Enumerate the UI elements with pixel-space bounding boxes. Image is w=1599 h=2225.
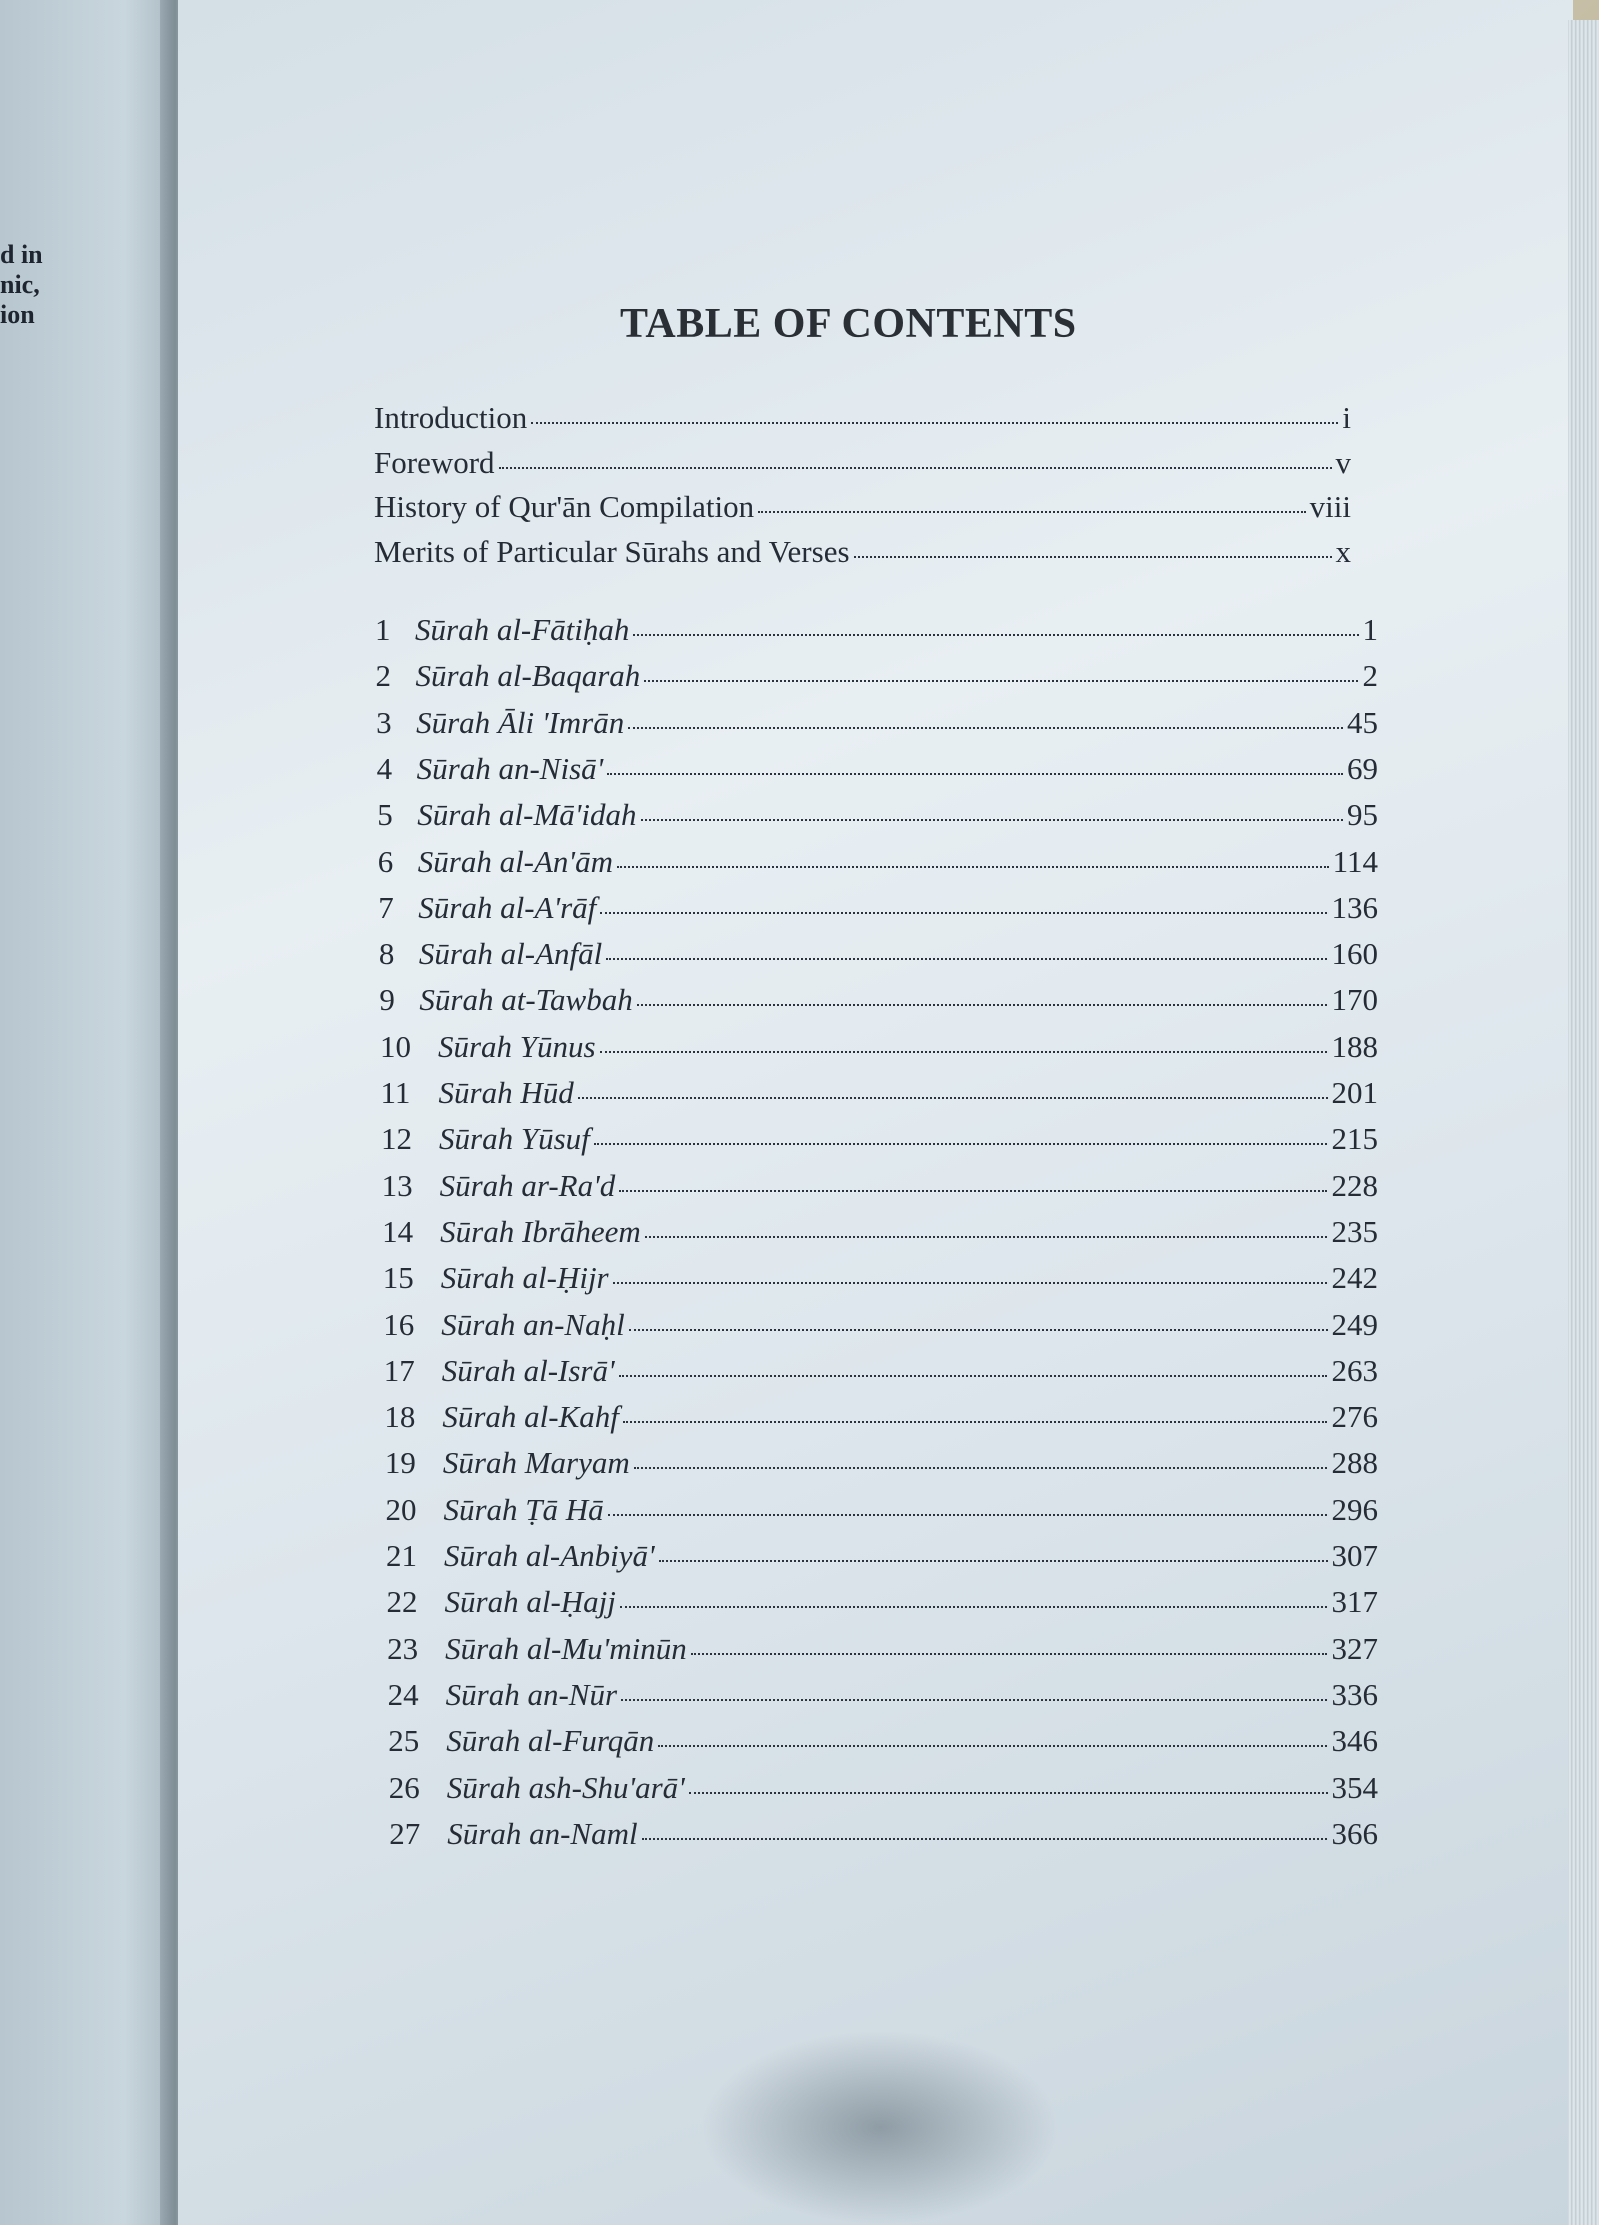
page-number: 249	[1331, 1306, 1378, 1342]
toc-front-entry	[374, 534, 1351, 570]
entry-title: Sūrah at-Tawbah	[419, 982, 633, 1018]
surah-number: 4	[376, 750, 393, 786]
entry-title: Sūrah al-Baqarah	[415, 658, 641, 694]
left-fragment: d in	[0, 240, 43, 269]
page-number: 327	[1331, 1630, 1378, 1666]
dot-leader	[634, 1467, 1328, 1469]
toc-surah-entry	[388, 1677, 1378, 1713]
page-number: 188	[1331, 1028, 1378, 1064]
dot-leader	[642, 1838, 1328, 1840]
toc-surah-entry	[385, 1445, 1378, 1481]
surah-number: 11	[380, 1075, 411, 1110]
entry-title: Sūrah an-Nūr	[445, 1676, 618, 1712]
toc-surah-entry	[377, 797, 1378, 833]
dot-leader	[621, 1699, 1327, 1701]
entry-title: Merits of Particular Sūrahs and Verses	[374, 533, 850, 569]
surah-number: 21	[386, 1538, 417, 1573]
surah-number: 24	[387, 1676, 419, 1712]
dot-leader	[607, 773, 1343, 775]
toc-surah-entry	[379, 936, 1378, 972]
dot-leader	[600, 1051, 1328, 1053]
entry-title: Sūrah an-Naml	[447, 1815, 638, 1851]
entry-title: Sūrah al-Isrā'	[441, 1352, 615, 1388]
dot-leader	[645, 1236, 1328, 1238]
entry-title: Sūrah ar-Ra'd	[439, 1167, 616, 1203]
page-number: 235	[1331, 1213, 1378, 1249]
entry-title: Sūrah Āli 'Imrān	[416, 704, 625, 740]
dot-leader	[531, 422, 1338, 424]
dot-leader	[617, 866, 1329, 868]
dot-leader	[641, 819, 1343, 821]
dot-leader	[613, 1282, 1328, 1284]
toc-surah-entry	[389, 1770, 1378, 1806]
surah-number: 15	[382, 1260, 414, 1296]
surah-number: 18	[384, 1399, 416, 1435]
page-number: 228	[1331, 1167, 1378, 1203]
page-number: 95	[1346, 797, 1378, 833]
entry-title: Sūrah al-Mu'minūn	[445, 1630, 687, 1666]
page-number: 114	[1332, 843, 1378, 879]
surah-number: 7	[378, 889, 394, 925]
toc-surah-entry	[375, 612, 1378, 648]
dot-leader	[578, 1097, 1328, 1099]
surah-number: 2	[375, 658, 392, 694]
left-fragment: nic,	[0, 270, 40, 299]
entry-title: Sūrah al-Ḥijr	[440, 1260, 609, 1296]
page-number: 307	[1331, 1538, 1378, 1573]
dot-leader	[629, 1329, 1328, 1331]
entry-title: Sūrah Ibrāheem	[440, 1213, 641, 1249]
dot-leader	[758, 511, 1306, 513]
entry-title: Sūrah Hūd	[438, 1075, 574, 1110]
dot-leader	[623, 1421, 1328, 1423]
entry-title: Sūrah al-Furqān	[446, 1723, 655, 1759]
entry-title: Sūrah al-Anbiyā'	[444, 1538, 655, 1573]
entry-title: Sūrah al-Anfāl	[418, 936, 603, 972]
entry-title: Sūrah al-Kahf	[442, 1399, 619, 1435]
toc-surah-entry	[380, 1029, 1378, 1065]
dot-leader	[628, 727, 1343, 729]
page-number: i	[1342, 400, 1351, 435]
surah-number: 13	[381, 1167, 413, 1203]
surah-number: 23	[387, 1630, 419, 1666]
dot-leader	[689, 1792, 1328, 1794]
toc-surah-entry	[378, 844, 1378, 880]
surah-number: 8	[378, 936, 395, 972]
page-number: viii	[1309, 489, 1351, 524]
surah-number: 10	[379, 1028, 411, 1064]
dot-leader	[691, 1653, 1328, 1655]
page-number: 201	[1331, 1075, 1378, 1110]
page-title: TABLE OF CONTENTS	[620, 301, 1077, 347]
entry-title: Sūrah Maryam	[442, 1445, 630, 1481]
surah-number: 5	[377, 797, 393, 833]
surah-number: 3	[376, 704, 392, 740]
page-number: 69	[1346, 750, 1378, 786]
dot-leader	[499, 467, 1332, 469]
page-number: 296	[1331, 1491, 1378, 1527]
left-fragment: ion	[0, 300, 35, 329]
surah-number: 9	[379, 982, 395, 1018]
entry-title: Introduction	[374, 400, 528, 435]
dot-leader	[606, 958, 1327, 960]
page-number: 366	[1331, 1815, 1378, 1851]
dot-leader	[854, 556, 1332, 558]
page-number: 1	[1362, 612, 1378, 647]
surah-number: 16	[383, 1306, 415, 1342]
surah-number: 25	[388, 1723, 420, 1759]
toc-surah-entry	[381, 1075, 1379, 1111]
dot-leader	[637, 1004, 1328, 1006]
entry-title: Sūrah an-Naḥl	[441, 1306, 625, 1342]
page-number: 354	[1331, 1769, 1378, 1805]
surah-number: 12	[381, 1121, 413, 1157]
surah-number: 17	[383, 1352, 415, 1388]
surah-number: 14	[382, 1213, 414, 1249]
dot-leader	[620, 1606, 1328, 1608]
dot-leader	[594, 1143, 1328, 1145]
page-number: 276	[1331, 1399, 1378, 1435]
toc-surah-entry	[378, 890, 1378, 926]
page-number: 45	[1346, 704, 1378, 740]
toc-surah-entry	[386, 1538, 1378, 1574]
page-number: v	[1335, 444, 1351, 480]
toc-surah-entry	[384, 1399, 1378, 1435]
entry-title: Sūrah Yūsuf	[439, 1121, 590, 1157]
page-number: 336	[1331, 1676, 1378, 1712]
page-number: 2	[1362, 658, 1378, 694]
toc-surah-entry	[383, 1307, 1378, 1343]
surah-number: 1	[375, 612, 391, 647]
entry-title: Sūrah Yūnus	[437, 1028, 596, 1064]
toc-surah-entry	[376, 705, 1378, 741]
toc-surah-entry	[387, 1584, 1378, 1620]
surah-number: 27	[389, 1815, 421, 1851]
dot-leader	[644, 680, 1358, 682]
page-number: x	[1335, 533, 1351, 569]
toc-surah-entry	[388, 1723, 1378, 1759]
toc-front-entry	[374, 400, 1351, 436]
surah-number: 20	[385, 1491, 417, 1527]
toc-surah-entry	[385, 1492, 1378, 1528]
dot-leader	[619, 1190, 1327, 1192]
entry-title: Sūrah Ṭā Hā	[443, 1491, 604, 1527]
page-number: 170	[1331, 982, 1378, 1018]
surah-number: 6	[377, 843, 394, 879]
entry-title: Sūrah al-An'ām	[417, 843, 613, 879]
surah-number: 19	[384, 1445, 416, 1481]
toc-surah-entry	[382, 1214, 1378, 1250]
toc-surah-entry	[383, 1260, 1378, 1296]
page-number: 288	[1331, 1445, 1378, 1481]
page-number: 160	[1331, 936, 1378, 972]
entry-title: Sūrah al-Ḥajj	[444, 1584, 616, 1620]
dot-leader	[658, 1745, 1327, 1747]
entry-title: History of Qur'ān Compilation	[374, 489, 755, 524]
toc-surah-entry	[381, 1121, 1378, 1157]
toc-surah-entry	[376, 658, 1378, 694]
toc-surah-entry	[377, 751, 1378, 787]
toc-front-entry	[374, 445, 1351, 481]
page-number: 263	[1331, 1352, 1378, 1388]
toc-surah-entry	[389, 1816, 1378, 1852]
toc-surah-entry	[379, 982, 1378, 1018]
dot-leader	[600, 912, 1327, 914]
page-number: 346	[1331, 1723, 1378, 1759]
dot-leader	[659, 1560, 1328, 1562]
toc-front-entry	[374, 489, 1351, 525]
entry-title: Sūrah ash-Shu'arā'	[446, 1769, 685, 1805]
page-number: 242	[1331, 1260, 1378, 1296]
entry-title: Sūrah al-A'rāf	[418, 889, 597, 925]
entry-title: Sūrah an-Nisā'	[416, 750, 604, 786]
entry-title: Sūrah al-Mā'idah	[417, 797, 637, 833]
dot-leader	[619, 1375, 1328, 1377]
surah-number: 22	[386, 1584, 418, 1620]
surah-number: 26	[388, 1769, 420, 1805]
page-number: 136	[1331, 889, 1378, 925]
page-number: 317	[1331, 1584, 1378, 1620]
entry-title: Sūrah al-Fātiḥah	[415, 612, 630, 647]
toc-surah-entry	[387, 1631, 1378, 1667]
page-number: 215	[1331, 1121, 1378, 1157]
toc-surah-entry	[382, 1168, 1378, 1204]
dot-leader	[633, 634, 1358, 636]
toc-surah-entry	[384, 1353, 1378, 1389]
entry-title: Foreword	[374, 444, 495, 480]
dot-leader	[608, 1514, 1328, 1516]
